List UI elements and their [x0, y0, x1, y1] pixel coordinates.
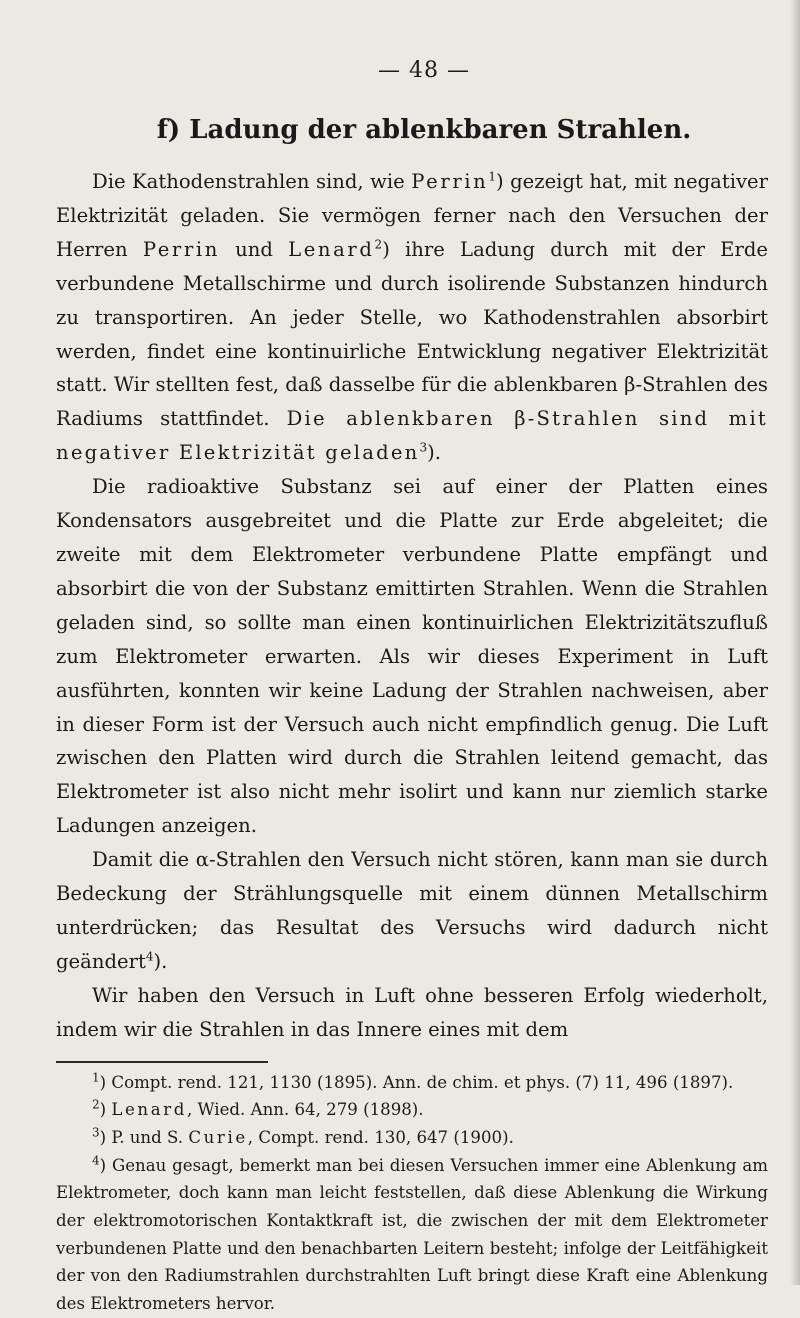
footnotes — [56, 1069, 768, 1318]
author-lenard: Lenard — [288, 237, 375, 261]
footnote-1 — [56, 1069, 768, 1097]
p1-text-4: ) ihre Ladung durch mit der Erde verbundene Metallschirme und durch isolirende Substanzen hindurch zu transportiren. An jeder Stelle, wo Kathodenstrahlen absorbirt werden, findet eine kontinuirliche Entwicklung negativer Elektrizität statt. Wir stellten fest, daß dasselbe für die ablenkbaren β-Strahlen des Radiums stattfindet. — [56, 237, 768, 431]
footnote-3-mark: 3 — [92, 1125, 100, 1140]
footnote-3-pre: ) P. und S. — [99, 1127, 189, 1147]
p3-text: Damit die α-Strahlen den Versuch nicht stören, kann man sie durch Bedeckung der Strählungsquelle mit einem dünnen Metallschirm unterdrücken; das Resultat des Versuchs wird dadurch nicht geändert — [56, 848, 768, 973]
p1-text-1: Die Kathodenstrahlen sind, wie — [92, 170, 412, 193]
paragraph-1 — [56, 165, 768, 470]
footnote-divider — [56, 1061, 268, 1063]
footnote-4-mark: 4 — [92, 1153, 100, 1168]
footnote-3-author: Curie — [188, 1127, 248, 1147]
footnote-2-author: Lenard — [111, 1100, 187, 1120]
page-number: — 48 — — [378, 58, 470, 83]
footnote-4-text: ) Genau gesagt, bemerkt man bei diesen Versuchen immer eine Ablenkung am Elektrometer, doch kann man leicht feststellen, daß diese Ablenkung die Wirkung der elektromotorischen Kontaktkraft ist, die zwischen der mit dem Elektrometer verbundenen Platte und den benachbarten Leitern besteht; infolge der Leitfähigkeit der von den Radiumstrahlen durchstrahlten Luft bringt diese Kraft eine Ablenkung des Elektrometers hervor. — [56, 1155, 768, 1314]
footnote-2-text: , Wied. Ann. 64, 279 (1898). — [186, 1100, 424, 1120]
footnote-3-text: , Compt. rend. 130, 647 (1900). — [247, 1127, 514, 1147]
paragraph-3 — [56, 843, 768, 979]
footnote-1-mark: 1 — [92, 1070, 100, 1085]
author-perrin: Perrin — [411, 170, 489, 193]
p3-end: ). — [153, 949, 168, 973]
footnote-ref-2: 2 — [374, 237, 383, 252]
footnote-1-text: ) Compt. rend. 121, 1130 (1895). Ann. de chim. et phys. (7) 11, 496 (1897). — [99, 1072, 734, 1092]
paragraph-4: Wir haben den Versuch in Luft ohne besseren Erfolg wiederholt, indem wir die Strahlen in das Innere eines mit dem — [56, 983, 768, 1041]
footnote-4 — [56, 1152, 768, 1318]
footnote-2-mark: 2 — [92, 1097, 100, 1112]
p1-text-3: und — [219, 237, 289, 261]
footnote-2-pre: ) — [99, 1100, 112, 1120]
p1-text-2: ) gezeigt hat, mit negativer Elektrizität geladen. Sie vermögen ferner nach den Versuchen der Herren — [56, 170, 769, 261]
p1-text-5: ). — [427, 441, 441, 465]
footnote-ref-4: 4 — [145, 949, 154, 964]
footnote-ref-1: 1 — [488, 169, 497, 184]
footnote-ref-3: 3 — [419, 440, 428, 455]
footnote-2 — [56, 1096, 768, 1124]
body-text — [56, 165, 768, 1047]
author-perrin-2: Perrin — [142, 237, 220, 261]
section-title: f) Ladung der ablenkbaren Strahlen. — [156, 115, 692, 145]
emphasized-statement: Die ablenkbaren β-Strahlen sind mit negativer Elektrizität geladen — [56, 407, 768, 465]
footnote-3 — [56, 1124, 768, 1152]
paragraph-2: Die radioaktive Substanz sei auf einer der Platten eines Kondensators ausgebreitet und die Platte zur Erde abgeleitet; die zweite mit dem Elektrometer verbundene Platte empfängt und absorbirt die von der Substanz emittirten Strahlen. Wenn die Strahlen geladen sind, so sollte man einen kontinuirlichen Elektrizitätszufluß zum Elektrometer erwarten. Als wir dieses Experiment in Luft ausführten, konnten wir keine Ladung der Strahlen nachweisen, aber in dieser Form ist der Versuch auch nicht empfindlich genug. Die Luft zwischen den Platten wird durch die Strahlen leitend gemacht, das Elektrometer ist also nicht mehr isolirt und kann nur ziemlich starke Ladungen anzeigen. — [56, 475, 768, 838]
